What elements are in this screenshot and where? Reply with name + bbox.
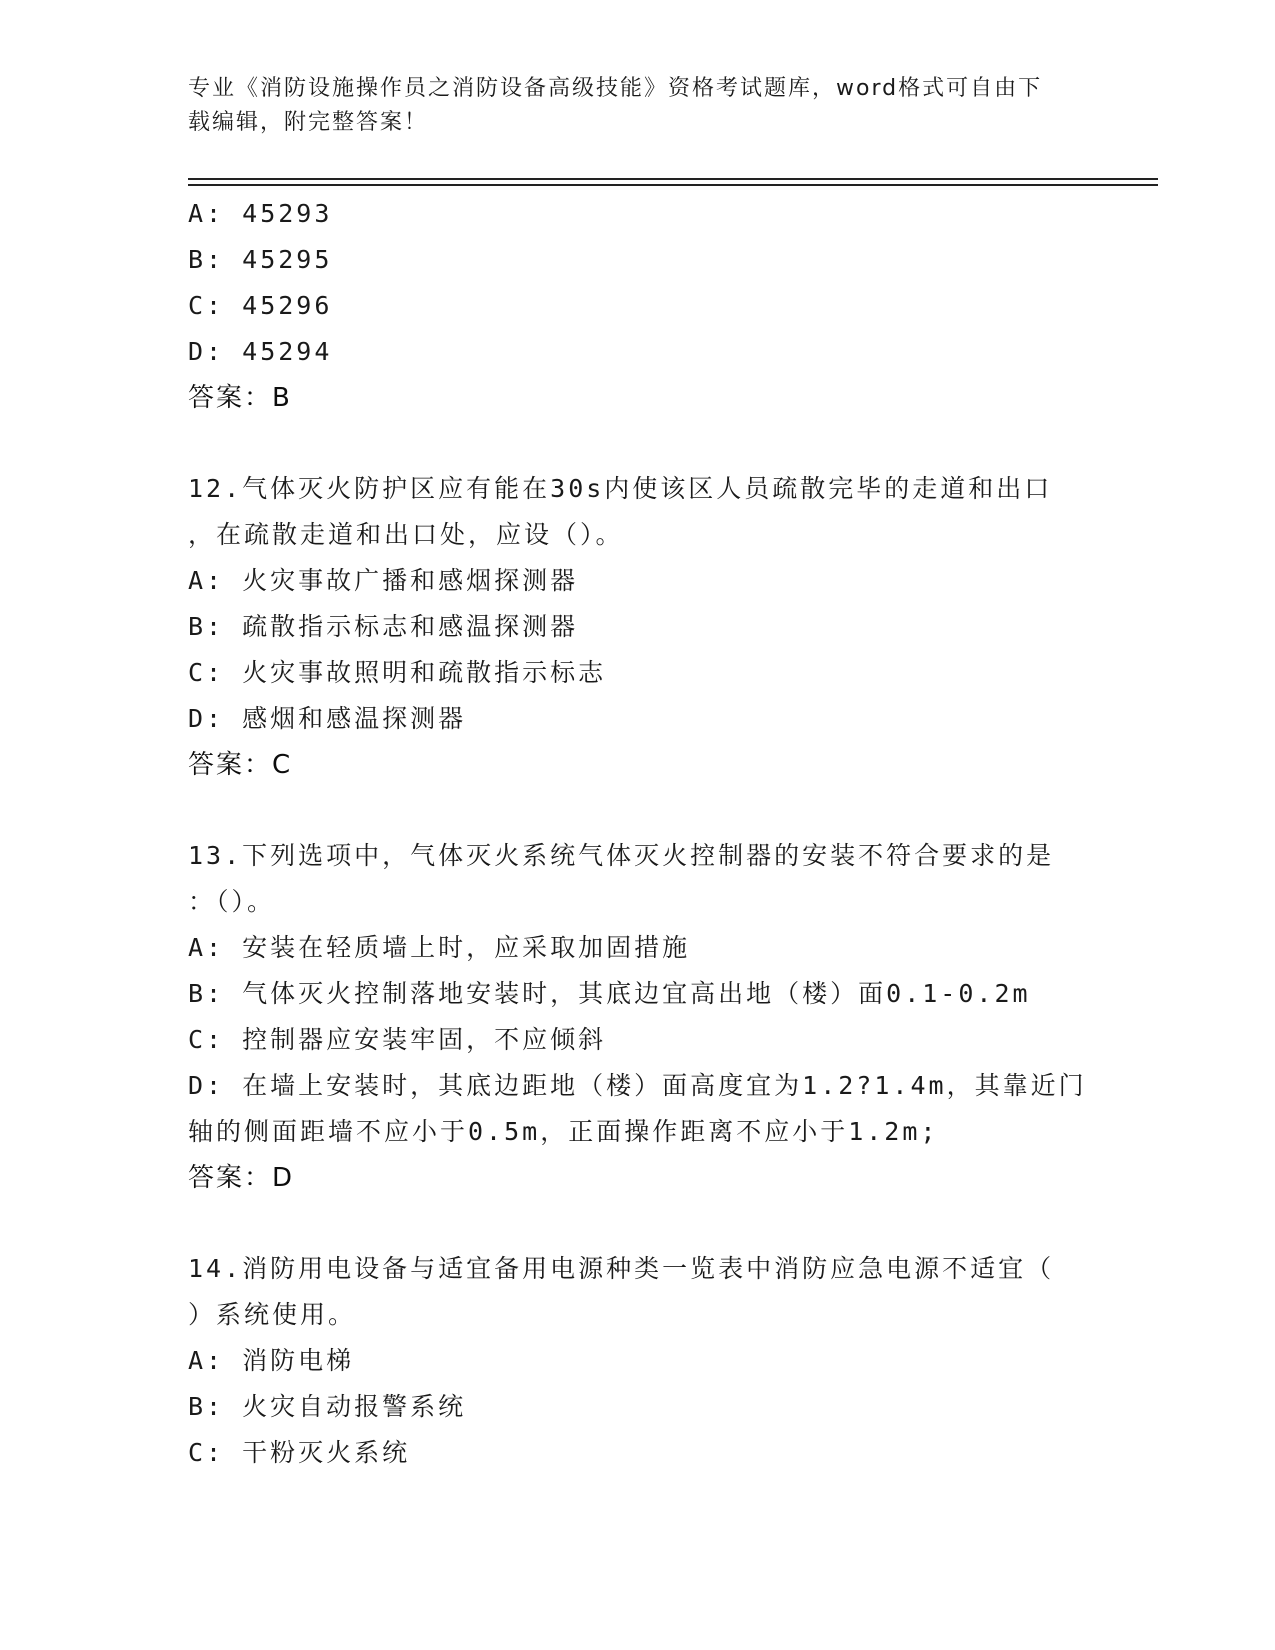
option-d: D: 感烟和感温探测器 <box>188 704 467 733</box>
option-d: D: 在墙上安装时，其底边距地（楼）面高度宜为1.2?1.4m，其靠近门 <box>188 1071 1087 1100</box>
question-11 <box>188 191 1088 421</box>
question-stem-line-1: 13.下列选项中，气体灭火系统气体灭火控制器的安装不符合要求的是 <box>188 841 1055 870</box>
option-b: B: 45295 <box>188 245 333 274</box>
option-a: A: 消防电梯 <box>188 1346 355 1375</box>
header-note-line-1: 专业《消防设施操作员之消防设备高级技能》资格考试题库，word格式可自由下 <box>188 76 1043 101</box>
option-a: A: 安装在轻质墙上时，应采取加固措施 <box>188 933 691 962</box>
option-c: C: 45296 <box>188 291 333 320</box>
question-13 <box>188 833 1088 1201</box>
option-a: A: 火灾事故广播和感烟探测器 <box>188 566 579 595</box>
question-14 <box>188 1246 1088 1476</box>
question-stem-line-2: ，在疏散走道和出口处，应设（）。 <box>188 520 624 549</box>
option-c: C: 火灾事故照明和疏散指示标志 <box>188 658 607 687</box>
option-c: C: 干粉灭火系统 <box>188 1438 411 1467</box>
answer-label: 答案：C <box>188 750 293 780</box>
question-spacer <box>188 421 1088 466</box>
option-c: C: 控制器应安装牢固，不应倾斜 <box>188 1025 607 1054</box>
option-b: B: 气体灭火控制落地安装时，其底边宜高出地（楼）面0.1-0.2m <box>188 979 1031 1008</box>
option-b: B: 疏散指示标志和感温探测器 <box>188 612 579 641</box>
option-a: A: 45293 <box>188 199 333 228</box>
answer-label: 答案：D <box>188 1163 295 1193</box>
header-note <box>188 72 1088 140</box>
option-d: D: 45294 <box>188 337 333 366</box>
question-stem-line-2: ）系统使用。 <box>188 1300 357 1329</box>
question-stem-line-1: 12.气体灭火防护区应有能在30s内使该区人员疏散完毕的走道和出口 <box>188 474 1053 503</box>
question-stem-line-2: ：（）。 <box>188 887 276 916</box>
question-list <box>188 191 1088 1476</box>
header-divider-top <box>188 178 1158 180</box>
question-stem-line-1: 14.消防用电设备与适宜备用电源种类一览表中消防应急电源不适宜（ <box>188 1254 1055 1283</box>
question-12 <box>188 466 1088 788</box>
option-d-continuation: 轴的侧面距墙不应小于0.5m，正面操作距离不应小于1.2m; <box>188 1117 939 1146</box>
question-spacer <box>188 788 1088 833</box>
answer-label: 答案：B <box>188 383 292 413</box>
header-note-line-2: 载编辑，附完整答案！ <box>188 110 429 135</box>
question-spacer <box>188 1201 1088 1246</box>
option-b: B: 火灾自动报警系统 <box>188 1392 467 1421</box>
header-divider-bottom <box>188 184 1158 186</box>
